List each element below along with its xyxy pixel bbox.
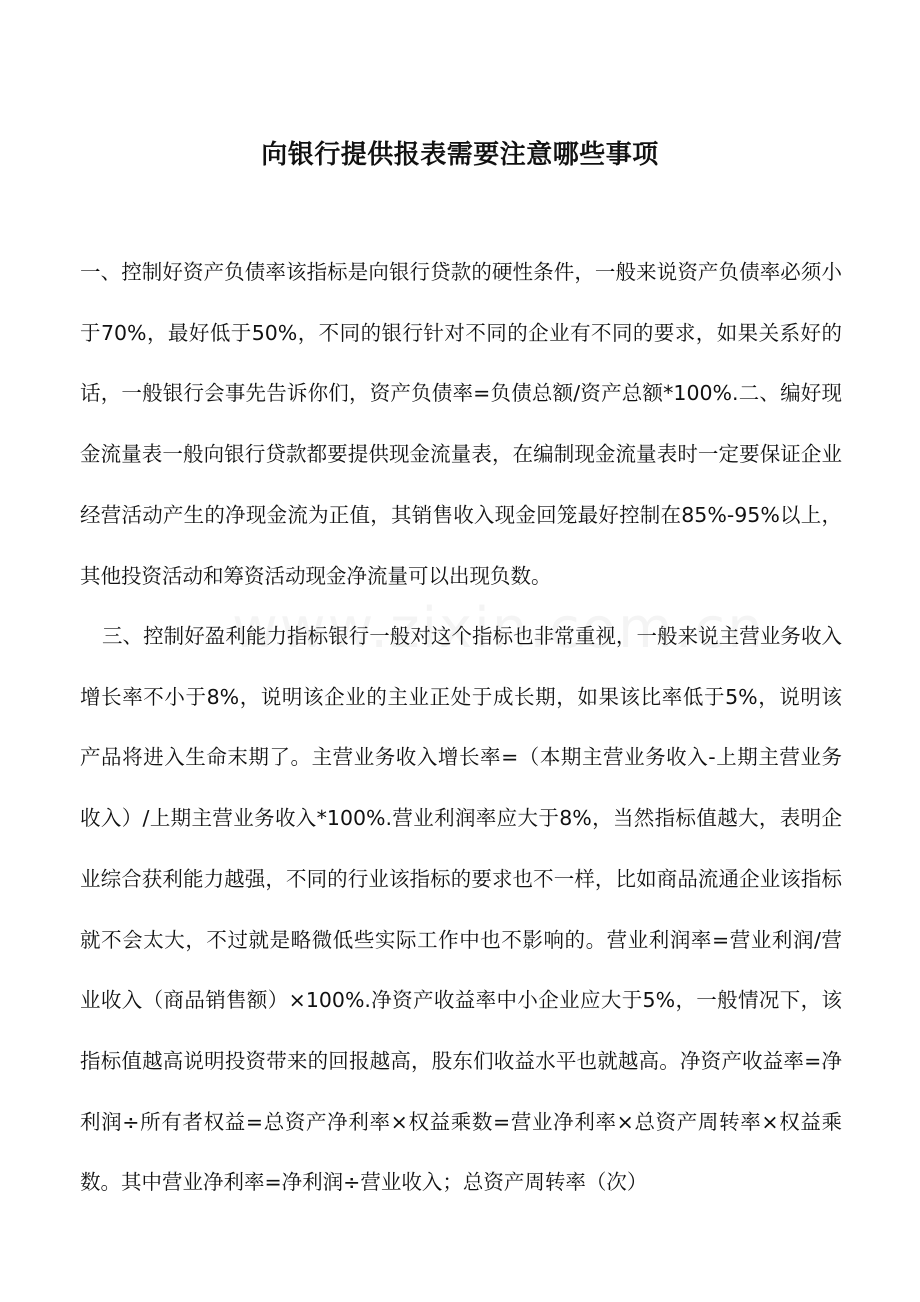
paragraph-2: 三、控制好盈利能力指标银行一般对这个指标也非常重视，一般来说主营业务收入增长率不小于8%，说明该企业的主业正处于成长期，如果该比率低于5%，说明该产品将进入生命末期了。主营业务收入增长率=（本期主营业务收入-上期主营业务收入）/上期主营业务收入*100%.营业利润率应大于8%，当然指标值越大，表明企业综合获利能力越强，不同的行业该指标的要求也不一样，比如商品流通企业该指标就不会太大，不过就是略微低些实际工作中也不影响的。营业利润率=营业利润/营业收入（商品销售额）×100%.净资产收益率中小企业应大于5%，一般情况下，该指标值越高说明投资带来的回报越高，股东们收益水平也就越高。净资产收益率=净利润÷所有者权益=总资产净利率×权益乘数=营业净利率×总资产周转率×权益乘数。其中营业净利率=净利润÷营业收入；总资产周转率（次） <box>80 624 842 1195</box>
document-title: 向银行提供报表需要注意哪些事项 <box>261 140 659 171</box>
paragraph-1: 一、控制好资产负债率该指标是向银行贷款的硬性条件，一般来说资产负债率必须小于70%，最好低于50%，不同的银行针对不同的企业有不同的要求，如果关系好的话，一般银行会事先告诉你们，资产负债率=负债总额/资产总额*100%.二、编好现金流量表一般向银行贷款都要提供现金流量表，在编制现金流量表时一定要保证企业经营活动产生的净现金流为正值，其销售收入现金回笼最好控制在85%-95%以上，其他投资活动和筹资活动现金净流量可以出现负数。 <box>80 260 842 588</box>
